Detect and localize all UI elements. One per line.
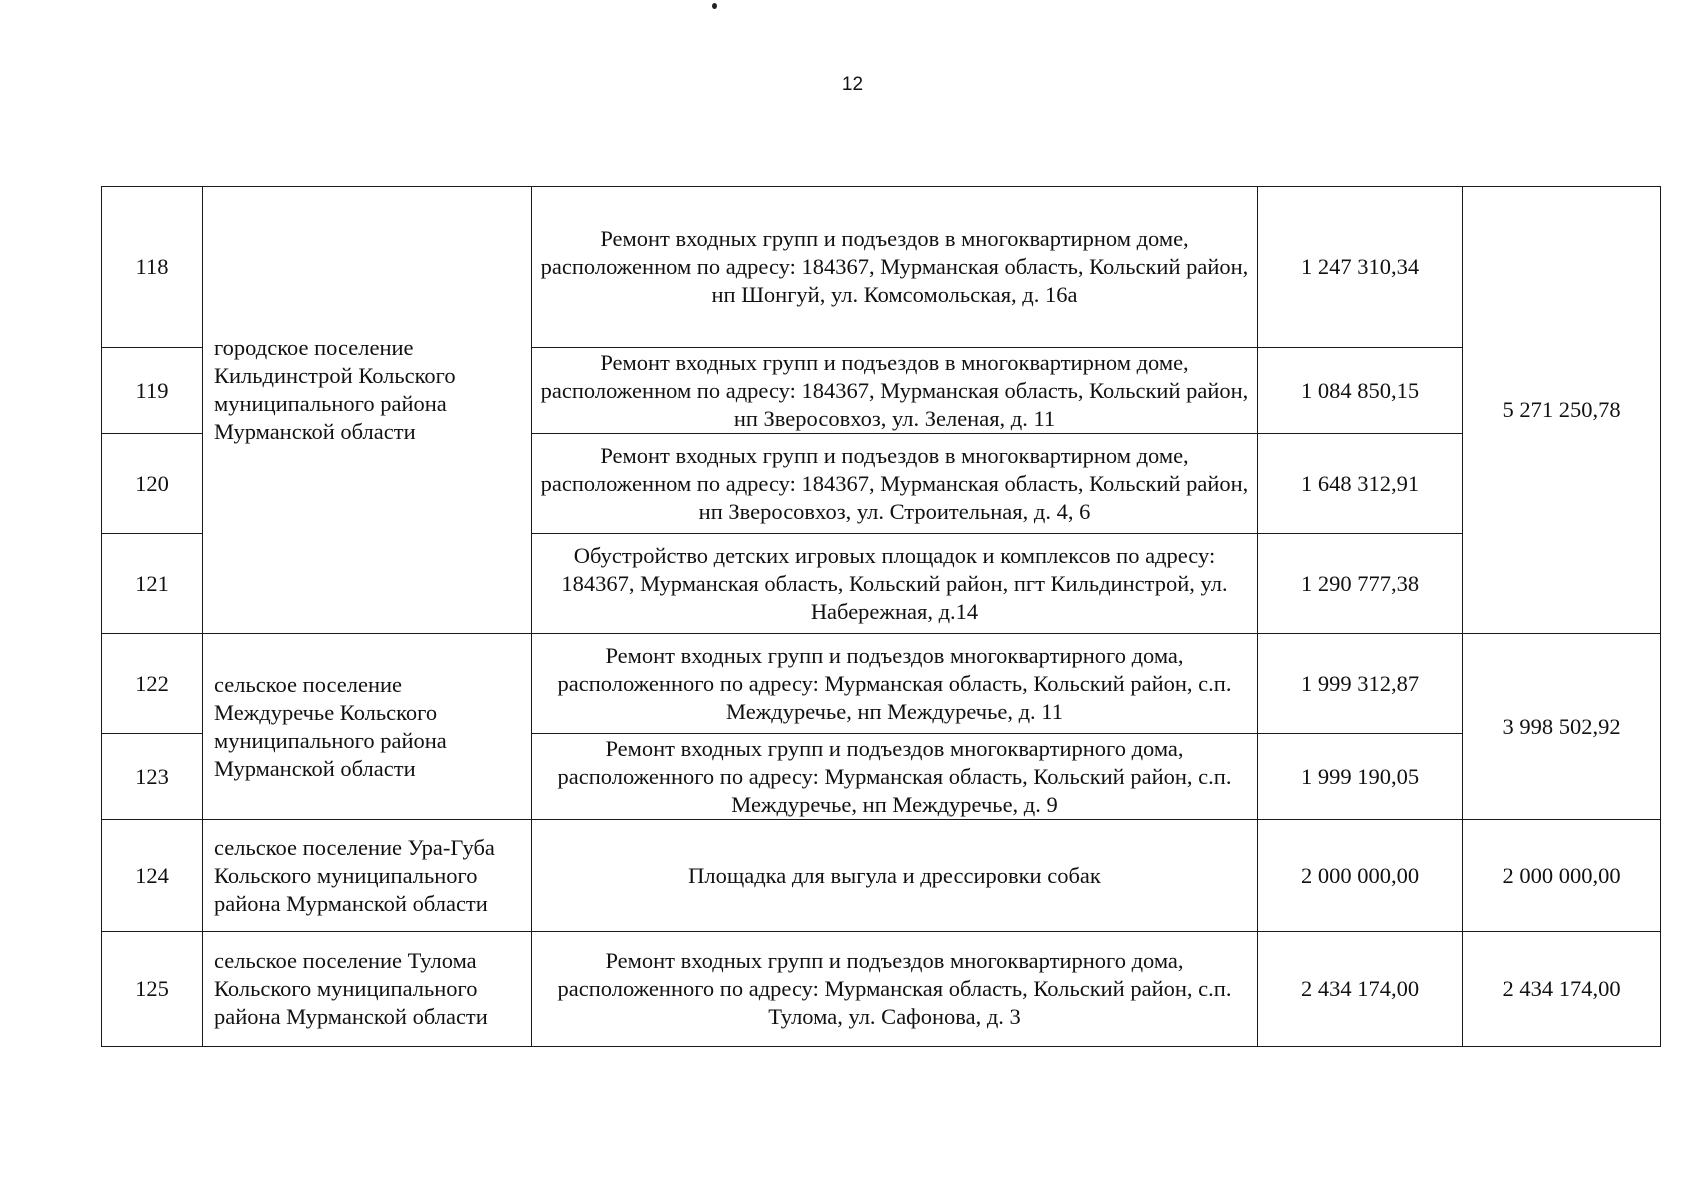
funding-table [101,186,1661,1047]
row-number: 124 [102,820,203,932]
page-number: 12 [841,74,864,95]
municipality-cell [203,187,532,634]
row-number: 119 [102,348,203,434]
table-row [102,187,1661,348]
project-amount: 1 999 190,05 [1258,734,1463,820]
row-number: 120 [102,434,203,534]
table-row [102,932,1661,1047]
municipality-cell: сельское поселение Междуречье Кольского муниципального района Мурманской области [203,634,532,820]
project-description: Обустройство детских игровых площадок и комплексов по адресу: 184367, Мурманская область, Кольский район, пгт Кильдинстрой, ул. Набережная, д.14 [532,534,1258,634]
project-description: Площадка для выгула и дрессировки собак [532,820,1258,932]
row-number: 125 [102,932,203,1047]
group-total: 5 271 250,78 [1463,187,1661,634]
municipality-cell: сельское поселение Ура-Губа Кольского муниципального района Мурманской области [203,820,532,932]
project-amount: 1 290 777,38 [1258,534,1463,634]
municipality-name: городское поселение Кильдинстрой Кольского муниципального района Мурманской области [214,335,456,444]
project-amount: 1 084 850,15 [1258,348,1463,434]
row-number: 121 [102,534,203,634]
row-number: 118 [102,187,203,348]
project-description: Ремонт входных групп и подъездов многоквартирного дома, расположенного по адресу: Мурманская область, Кольский район, с.п. Междуречье, нп Междуречье, д. 11 [532,634,1258,734]
project-description: Ремонт входных групп и подъездов в многоквартирном доме, расположенном по адресу: 184367, Мурманская область, Кольский район, нп Шонгуй, ул. Комсомольская, д. 16а [532,187,1258,348]
project-amount: 1 999 312,87 [1258,634,1463,734]
row-number: 122 [102,634,203,734]
project-amount: 1 247 310,34 [1258,187,1463,348]
table-row [102,634,1661,734]
project-description: Ремонт входных групп и подъездов многоквартирного дома, расположенного по адресу: Мурманская область, Кольский район, с.п. Междуречье, нп Междуречье, д. 9 [532,734,1258,820]
project-amount: 2 000 000,00 [1258,820,1463,932]
row-number: 123 [102,734,203,820]
project-description: Ремонт входных групп и подъездов в многоквартирном доме, расположенном по адресу: 184367, Мурманская область, Кольский район, нп Зверосовхоз, ул. Строительная, д. 4, 6 [532,434,1258,534]
project-amount: 2 434 174,00 [1258,932,1463,1047]
municipality-cell: сельское поселение Тулома Кольского муниципального района Мурманской области [203,932,532,1047]
table-row [102,820,1661,932]
project-amount: 1 648 312,91 [1258,434,1463,534]
group-total: 3 998 502,92 [1463,634,1661,820]
project-description: Ремонт входных групп и подъездов многоквартирного дома, расположенного по адресу: Мурманская область, Кольский район, с.п. Тулома, ул. Сафонова, д. 3 [532,932,1258,1047]
project-description: Ремонт входных групп и подъездов в многоквартирном доме, расположенном по адресу: 184367, Мурманская область, Кольский район, нп Зверосовхоз, ул. Зеленая, д. 11 [532,348,1258,434]
scan-artifact-dot [712,3,717,9]
group-total: 2 000 000,00 [1463,820,1661,932]
group-total: 2 434 174,00 [1463,932,1661,1047]
